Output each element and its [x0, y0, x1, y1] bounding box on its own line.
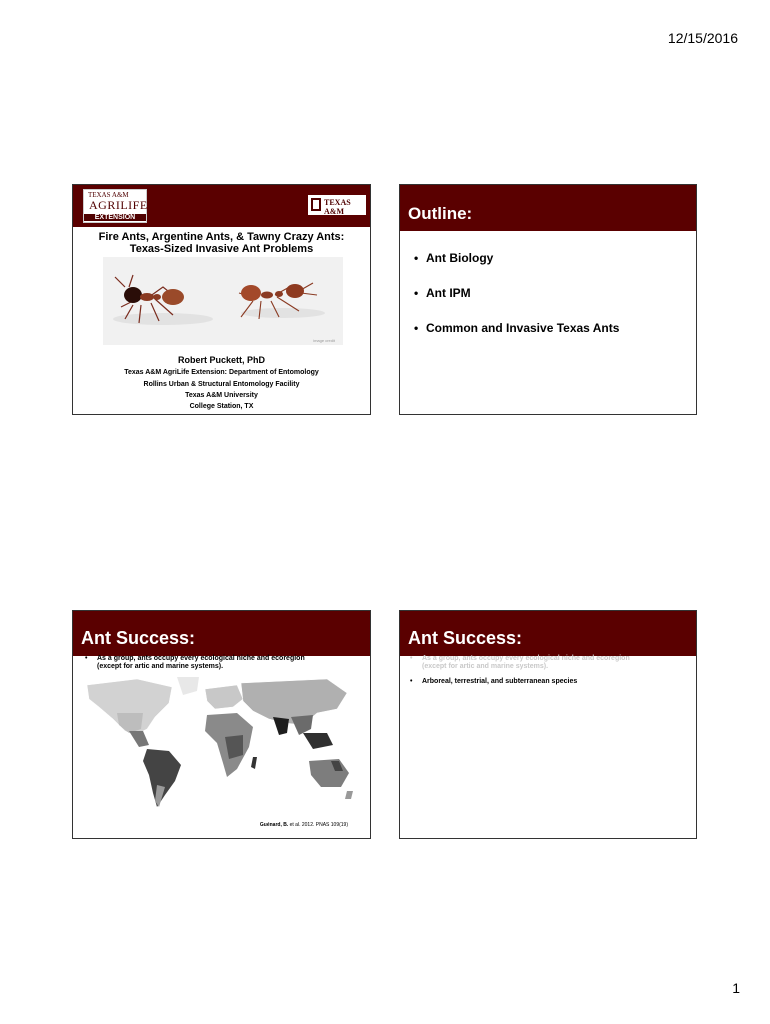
slide-title: Ant Success: [408, 628, 523, 648]
agrilife-extension-logo: TEXAS A&M AGRILIFE EXTENSION [83, 189, 147, 223]
page-number: 1 [732, 980, 740, 996]
slide-title-bar [400, 185, 696, 231]
map-citation: Guénard, B. et al. 2012. PNAS 109(19) [259, 822, 348, 828]
list-item: • As a group, ants occupy every ecological niche and ecoregion (except for artic and marine systems). [410, 655, 690, 671]
slide-ant-success-habitats [399, 610, 697, 839]
photo-credit: image credit [313, 338, 335, 343]
bullet-list [410, 655, 690, 686]
slide-ant-success-map [72, 610, 371, 839]
list-item: • Common and Invasive Texas Ants [414, 321, 619, 335]
outline-list [414, 251, 619, 356]
list-item: • Ant IPM [414, 286, 619, 300]
slide-title [72, 184, 371, 415]
list-item: • Arboreal, terrestrial, and subterranean species [410, 678, 690, 686]
presentation-title: Fire Ants, Argentine Ants, & Tawny Crazy Ants: Texas-Sized Invasive Ant Problems [98, 231, 345, 255]
list-item: • Ant Biology [414, 251, 619, 265]
slide-title: Outline: [408, 204, 473, 223]
atm-mark-icon [311, 198, 321, 211]
author-name: Robert Puckett, PhD [177, 355, 265, 365]
slide-title: Ant Success: [81, 628, 196, 648]
texas-am-logo: TEXAS A&M [308, 195, 366, 215]
affiliation-line: Texas A&M University [185, 392, 258, 399]
ant-photo [103, 257, 343, 345]
slide-outline [399, 184, 697, 415]
slide-title-bar [400, 611, 696, 656]
world-ant-diversity-map [77, 673, 367, 813]
date-header: 12/15/2016 [667, 30, 738, 46]
ants-illustration [103, 257, 343, 345]
bullet-list [85, 655, 355, 671]
affiliation-line: Texas A&M AgriLife Extension: Department of Entomology [124, 369, 319, 376]
affiliation-line: Rollins Urban & Structural Entomology Facility [143, 381, 300, 388]
list-item: • As a group, ants occupy every ecological niche and ecoregion (except for artic and marine systems). [85, 655, 355, 671]
affiliation-line: College Station, TX [189, 403, 254, 410]
slide-title-bar [73, 611, 370, 656]
